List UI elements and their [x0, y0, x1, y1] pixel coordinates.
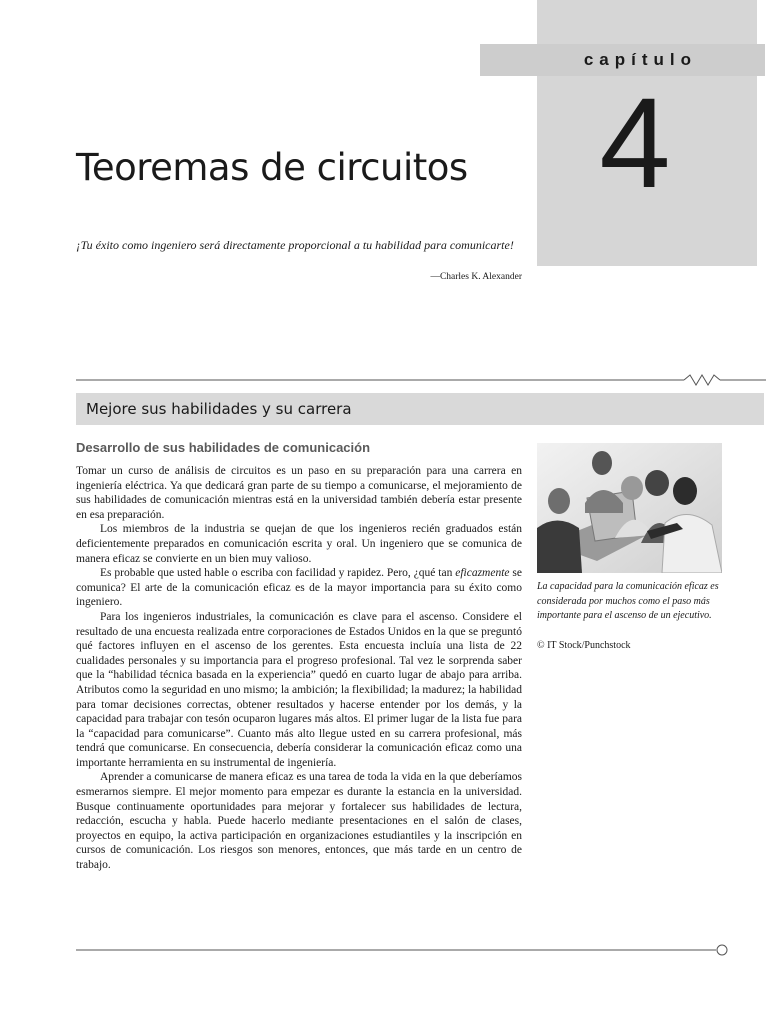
- paragraph-4: Para los ingenieros industriales, la comunicación es clave para el ascenso. Considere el resultado de una encuesta realizada entre corporaciones de Estados Unidos en la que se preguntó qué factores influyen en el ascenso de los gerentes. Esta encuesta incluía una lista de 22 cualidades personales y su importancia para el progreso profesional. Tal vez le sorprenda saber que la “habilidad técnica basada en la experiencia” quedó en cuarto lugar de abajo para arriba. Atributos como la seguridad en uno mismo; la ambición; la flexibilidad; la madurez; la habilidad para tomar decisiones correctas, obtener resultados y hacerse entender por los demás, y la capacidad para trabajar con tesón ocuparon lugares más altos. El primer lugar de la lista fue para la “capacidad para comunicarse”. Cuanto más alto llegue usted en su carrera profesional, más tendrá que comunicarse. En consecuencia, debería considerar la comunicación eficaz como una importante herramienta en su instrumental de ingeniería.: [76, 610, 522, 769]
- paragraph-5: Aprender a comunicarse de manera eficaz es una tarea de toda la vida en la que deberíamos esmerarnos siempre. El mejor momento para empezar es durante la estancia en la universidad. Busque continuamente oportunidades para mejorar y fortalecer sus habilidades de lectura, redacción, escucha y habla. Puede hacerlo mediante presentaciones en el salón de clases, proyectos en equipo, la activa participación en organizaciones estudiantiles y la inscripción en cursos de comunicación. Los riesgos son menores, entonces, que más tarde en un centro de trabajo.: [76, 771, 522, 872]
- photo-caption: La capacidad para la comunicación eficaz es considerada por muchos como el paso más importante para el ascenso de un ejecutivo.: [537, 581, 719, 621]
- photo-credit: © IT Stock/Punchstock: [537, 640, 631, 651]
- paragraph-3: [76, 566, 522, 610]
- epigraph-quote: ¡Tu éxito como ingeniero será directamente proporcional a tu habilidad para comunicarte!: [76, 238, 514, 252]
- section-title: Mejore sus habilidades y su carrera: [86, 400, 352, 418]
- chapter-label: capítulo: [583, 50, 697, 69]
- epigraph-author: —Charles K. Alexander: [430, 272, 522, 282]
- chapter-number: 4: [599, 72, 671, 215]
- paragraph-2: Los miembros de la industria se quejan de que los ingenieros recién graduados están deficientemente preparados en comunicación escrita y oral. Un ingeniero que se comunica de manera eficaz se convierte en un bien muy valioso.: [76, 523, 522, 565]
- paragraph-1: Tomar un curso de análisis de circuitos es un paso en su preparación para una carrera en ingeniería eléctrica. Ya que dedicará gran parte de su tiempo a comunicarse, el mejoramiento de sus habilidades de comunicación mientras está en la universidad también debería estar presente en esa preparación.: [76, 465, 522, 521]
- paragraph-3-emphasis: eficazmente: [455, 567, 510, 580]
- zigzag-divider-top: [76, 370, 766, 390]
- chapter-title: Teoremas de circuitos: [76, 146, 468, 189]
- body-text: [76, 464, 522, 873]
- team-photo: [537, 443, 722, 573]
- subsection-title: Desarrollo de sus habilidades de comunicación: [76, 440, 371, 455]
- page-bottom-rule: [76, 942, 766, 958]
- paragraph-3-start: Es probable que usted hable o escriba con facilidad y rapidez. Pero, ¿qué tan: [100, 567, 456, 580]
- paragraph-3-end: se comunica? El arte de la comunicación eficaz es de la mayor importancia para su éxito como ingeniero.: [76, 567, 522, 609]
